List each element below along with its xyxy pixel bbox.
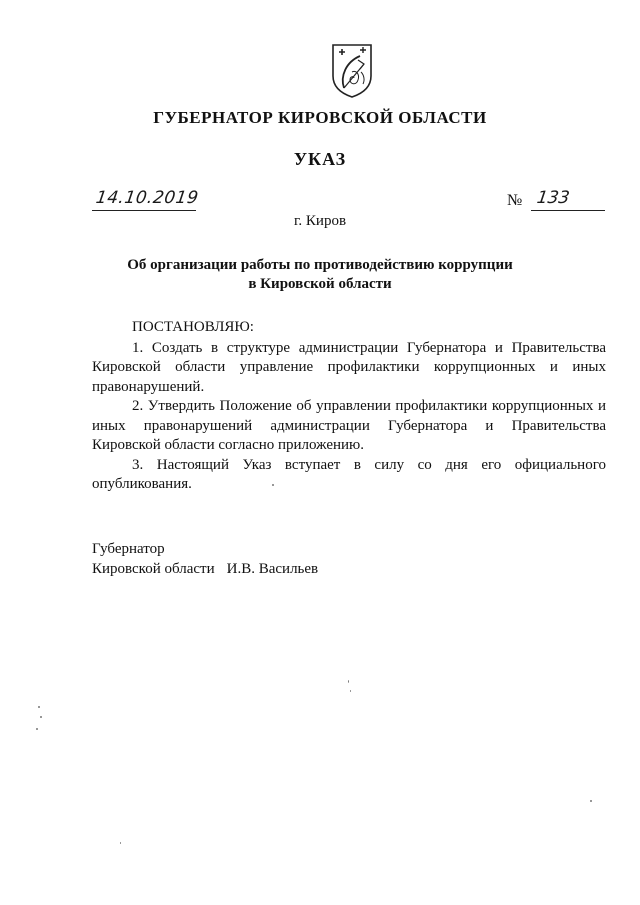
- scan-speck: [348, 680, 349, 683]
- scan-speck: [36, 728, 38, 730]
- signatory-region: Кировской области: [92, 560, 215, 577]
- paragraph-2: 2. Утвердить Положение об управлении профилактики коррупционных и иных правонарушений администрации Губернатора и Правительства Кировской области согласно приложению.: [92, 398, 606, 453]
- subject-line-1: Об организации работы по противодействию коррупции: [127, 257, 513, 273]
- issuing-authority: ГУБЕРНАТОР КИРОВСКОЙ ОБЛАСТИ: [153, 108, 487, 127]
- document-body: [92, 318, 606, 495]
- document-subject: [120, 256, 520, 294]
- scan-speck: [272, 484, 274, 486]
- number-field: [507, 188, 605, 216]
- signatory-title-line-2: [92, 560, 318, 580]
- scan-speck: [350, 690, 351, 692]
- signature-block: [92, 540, 318, 579]
- signatory-name: И.В. Васильев: [226, 560, 319, 577]
- scan-speck: [38, 706, 40, 708]
- paragraph-1: 1. Создать в структуре администрации Губернатора и Правительства Кировской области управление профилактики коррупционных и иных правонарушений.: [92, 339, 606, 395]
- number-underline: [531, 210, 605, 211]
- scan-speck: [590, 800, 592, 802]
- document-type: УКАЗ: [293, 149, 347, 169]
- date-underline: [92, 210, 196, 211]
- scan-speck: [120, 842, 121, 844]
- number-sign: №: [507, 192, 523, 209]
- handwritten-number: 133: [535, 188, 571, 208]
- handwritten-date: 14.10.2019: [94, 188, 200, 208]
- resolve-heading: ПОСТАНОВЛЯЮ:: [132, 319, 254, 335]
- coat-of-arms-icon: [330, 42, 374, 98]
- paragraph-3: 3. Настоящий Указ вступает в силу со дня его официального опубликования.: [92, 456, 606, 492]
- subject-line-2: в Кировской области: [248, 276, 392, 292]
- date-field: [92, 188, 200, 216]
- scan-speck: [40, 716, 42, 718]
- city: г. Киров: [293, 213, 347, 229]
- signatory-title-line-1: Губернатор: [92, 541, 165, 557]
